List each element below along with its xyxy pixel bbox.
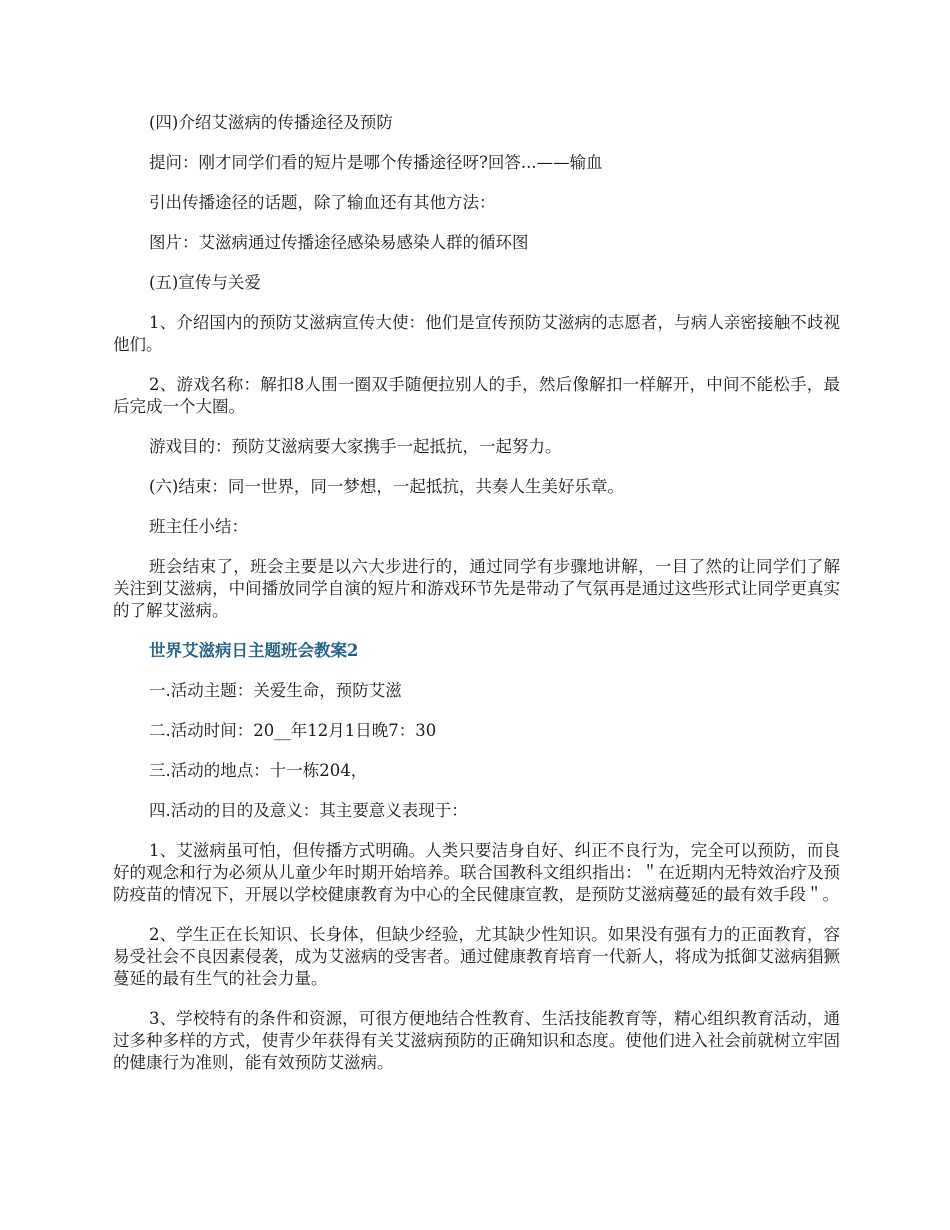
lead-in-paragraph: 引出传播途径的话题，除了输血还有其他方法： xyxy=(149,193,496,212)
activity-theme: 一.活动主题：关爱生命，预防艾滋 xyxy=(149,681,402,700)
question-paragraph: 提问：刚才同学们看的短片是哪个传播途径呀?回答...——输血 xyxy=(149,153,603,172)
picture-paragraph: 图片：艾滋病通过传播途径感染易感染人群的循环图 xyxy=(149,233,529,252)
game-name-paragraph: 2、游戏名称：解扣8人围一圈双手随便拉别人的手，然后像解扣一样解开，中间不能松手，最后完成一个大圈。 xyxy=(113,375,840,416)
purpose-point-3: 3、学校特有的条件和资源，可很方便地结合性教育、生活技能教育等，精心组织教育活动，通过多种多样的方式，使青少年获得有关艾滋病预防的正确知识和态度。使他们进入社会前就树立牢固的健康行为准则，能有效预防艾滋病。 xyxy=(113,1009,840,1072)
document-body xyxy=(113,112,840,1074)
activity-time: 二.活动时间：20__年12月1日晚7：30 xyxy=(149,721,437,740)
section-six-ending: (六)结束：同一世界，同一梦想，一起抵抗，共奏人生美好乐章。 xyxy=(149,477,624,496)
section-five-title: (五)宣传与关爱 xyxy=(149,273,261,292)
teacher-summary-paragraph: 班会结束了，班会主要是以六大步进行的，通过同学有步骤地讲解，一目了然的让同学们了解关注到艾滋病，中间播放同学自演的短片和游戏环节先是带动了气氛再是通过这些形式让同学更真实的了解艾滋病。 xyxy=(113,557,840,620)
section-four-title: (四)介绍艾滋病的传播途径及预防 xyxy=(149,113,393,132)
teacher-summary-label: 班主任小结： xyxy=(149,517,248,536)
purpose-point-2: 2、学生正在长知识、长身体，但缺少经验，尤其缺少性知识。如果没有强有力的正面教育，容易受社会不良因素侵袭，成为艾滋病的受害者。通过健康教育培育一代新人，将成为抵御艾滋病猖獗蔓延的最有生气的社会力量。 xyxy=(113,925,840,988)
purpose-point-1: 1、艾滋病虽可怕，但传播方式明确。人类只要洁身自好、纠正不良行为，完全可以预防，而良好的观念和行为必须从儿童少年时期开始培养。联合国教科文组织指出：＂在近期内无特效治疗及预防疫苗的情况下，开展以学校健康教育为中心的全民健康宣教，是预防艾滋病蔓延的最有效手段＂。 xyxy=(113,841,840,904)
activity-purpose-title: 四.活动的目的及意义：其主要意义表现于： xyxy=(149,801,468,820)
ambassador-paragraph: 1、介绍国内的预防艾滋病宣传大使：他们是宣传预防艾滋病的志愿者，与病人亲密接触不歧视他们。 xyxy=(113,313,840,354)
plan-two-heading: 世界艾滋病日主题班会教案2 xyxy=(149,641,359,660)
game-goal-paragraph: 游戏目的：预防艾滋病要大家携手一起抵抗，一起努力。 xyxy=(149,437,562,456)
activity-place: 三.活动的地点：十一栋204， xyxy=(149,761,368,780)
